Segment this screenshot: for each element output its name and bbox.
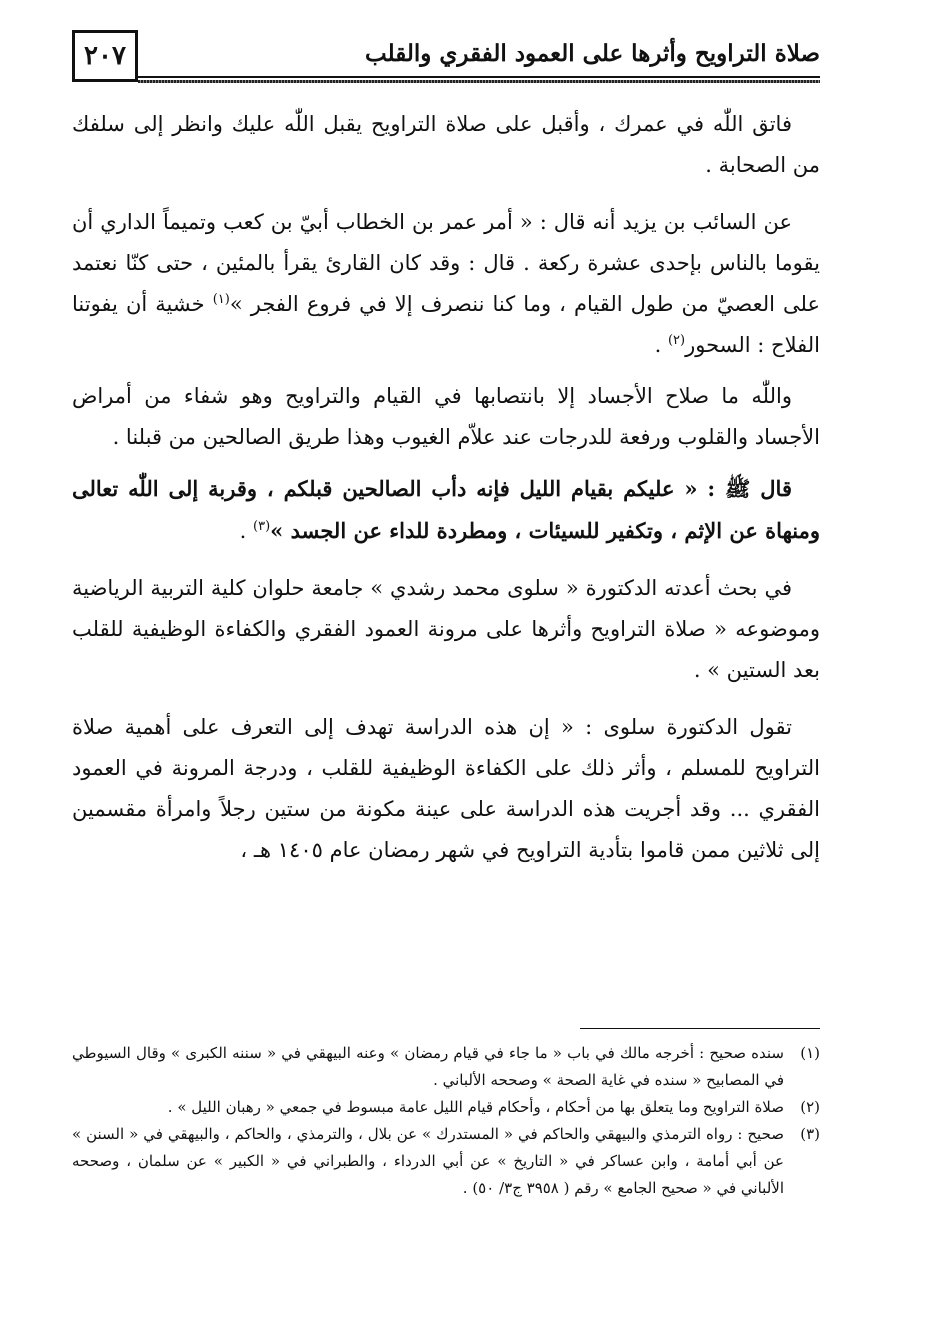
footnote-2-number: (٢)	[800, 1098, 820, 1116]
footnote-1	[72, 1040, 820, 1094]
hadith-text: « عليكم بقيام الليل فإنه دأب الصالحين قبلكم ، وقربة إلى اللّٰه تعالى ومنهاة عن الإثم ، وتكفير للسيئات ، ومطردة للداء عن الجسد »	[72, 476, 820, 543]
paragraph-3	[72, 376, 820, 458]
paragraph-3-text: واللّٰه ما صلاح الأجساد إلا بانتصابها في القيام والتراويح وهو شفاء من أمراض الأجساد والقلوب ورفعة للدرجات عند علاّم الغيوب وهذا طريق الصالحين من قبلنا .	[72, 384, 820, 449]
paragraph-2-text-after: .	[654, 333, 668, 357]
paragraph-6	[72, 707, 820, 871]
running-title: صلاة التراويح وأثرها على العمود الفقري والقلب	[365, 40, 820, 67]
footnote-3	[72, 1121, 820, 1202]
header-rule-hatched	[138, 80, 820, 83]
footnote-1-text: سنده صحيح : أخرجه مالك في باب « ما جاء في قيام رمضان » وعنه البيهقي في « سننه الكبرى » وقال السيوطي في المصابيح « سنده في غاية الصحة » وصححه الألباني .	[72, 1044, 784, 1089]
header-rule	[138, 76, 820, 78]
footnote-ref-2: (٢)	[667, 333, 686, 348]
footnote-2-text: صلاة التراويح وما يتعلق بها من أحكام ، وأحكام قيام الليل عامة مبسوط في جمعي « رهبان الليل » .	[167, 1098, 784, 1116]
footnote-separator	[580, 1028, 820, 1029]
footnotes	[72, 1040, 820, 1202]
paragraph-5	[72, 568, 820, 691]
paragraph-2-text-before: عن السائب بن يزيد أنه قال : « أمر عمر بن الخطاب أبيّ بن كعب وتميماً الداري أن يقوما بالناس بإحدى عشرة ركعة . قال : وقد كان القارئ يقرأ بالمئين ، حتى كنّا نعتمد على العصيّ من طول القيام ، وما كنا ننصرف إلا في فروع الفجر »	[72, 210, 820, 316]
paragraph-5-text: في بحث أعدته الدكتورة « سلوى محمد رشدي » جامعة حلوان كلية التربية الرياضية وموضوعه « صلاة التراويح وأثرها على مرونة العمود الفقري والكفاءة الوظيفية للقلب بعد الستين » .	[72, 576, 820, 682]
footnote-ref-3: (٣)	[253, 519, 271, 534]
paragraph-2-text-middle: خشية أن يفوتنا الفلاح : السحور	[72, 292, 820, 357]
body-text	[72, 104, 820, 887]
page-header	[72, 30, 820, 88]
paragraph-1-text: فاتق اللّٰه في عمرك ، وأقبل على صلاة التراويح يقبل اللّٰه عليك وانظر إلى سلفك من الصحابة .	[72, 112, 820, 177]
paragraph-2	[72, 202, 820, 366]
footnote-3-text: صحيح : رواه الترمذي والبيهقي والحاكم في « المستدرك » عن بلال ، والترمذي ، والحاكم ، والبيهقي في « السنن » عن أبي أمامة ، وابن عساكر في « التاريخ » عن أبي الدرداء ، والطبراني في « الكبير » عن سلمان ، وصححه الألباني في « صحيح الجامع » رقم ( ٣٩٥٨ ج٣/ ٥٠) .	[72, 1125, 784, 1197]
footnote-3-number: (٣)	[800, 1125, 820, 1143]
paragraph-4-hadith	[72, 468, 820, 552]
page-number: ٢٠٧	[72, 30, 138, 82]
footnote-ref-1: (١)	[212, 292, 230, 307]
paragraph-6-text: تقول الدكتورة سلوى : « إن هذه الدراسة تهدف إلى التعرف على أهمية صلاة التراويح للمسلم ، وأثر ذلك على الكفاءة الوظيفية للقلب ، ودرجة المرونة في العمود الفقري ... وقد أجريت هذه الدراسة على عينة مكونة من ستين رجلاً وامرأة مقسمين إلى ثلاثين ممن قاموا بتأدية التراويح في شهر رمضان عام ١٤٠٥ هـ ،	[72, 715, 820, 862]
hadith-suffix: .	[239, 519, 254, 543]
paragraph-1	[72, 104, 820, 186]
footnote-2	[72, 1094, 820, 1121]
footnote-1-number: (١)	[800, 1044, 820, 1062]
hadith-prefix: قال ﷺ :	[697, 476, 792, 501]
